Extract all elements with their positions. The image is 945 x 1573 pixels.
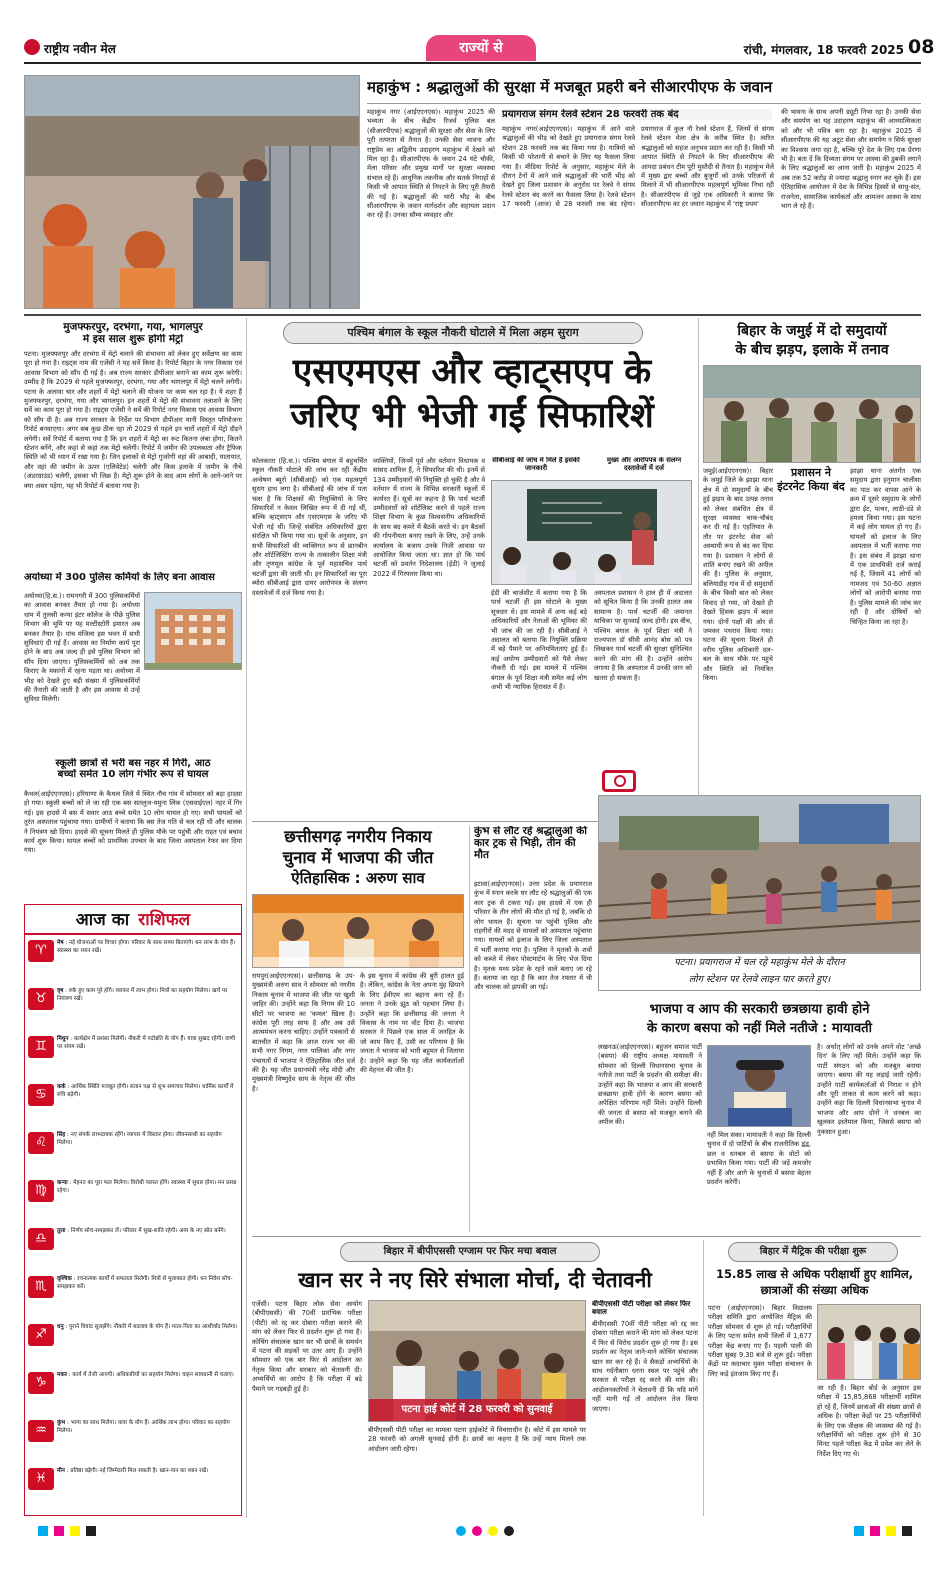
kumbh-crash-headline: कुंभ से लौट रहे श्रद्धालुओं की कार ट्रक से भिड़ी, तीन की मौत	[474, 826, 587, 861]
masthead-rule	[24, 62, 921, 64]
jamui-col2: झाझा थाना अंतर्गत एक समुदाय द्वारा हनुमान चालीसा का पाठ कर वापस आने के क्रम में दूसरे समुदाय के लोगों द्वारा ईंट, पत्थर, लाठी-डंडे से हमला किया गया। इस घटना में कई लोग घायल हो गए हैं। घायलों को इलाज के लिए अस्पताल में भर्ती कराया गया है। इस संबंध में झाझा थाना में एक प्राथमिकी दर्ज कराई गई है, जिसमें 41 लोगों को नामजद एवं 50-60 अज्ञात लोगों को आरोपी बनाया गया है। पुलिस मामले की जांच कर रही है और दोषियों को चिन्हित किया जा रहा है।	[850, 467, 921, 626]
sign-mithun: ♊ मिथुन : कार्यक्षेत्र में प्रशंसा मिलेगी। नौकरी में पदोन्नति के योग हैं। यात्रा सुखद रहेगी। वाणी पर संयम रखें।	[28, 1036, 238, 1082]
khan-sir-photo-caption: पटना हाई कोर्ट में 28 फरवरी को सुनवाई	[369, 1399, 585, 1421]
khan-sir-protest-photo	[368, 1300, 586, 1422]
color-swatch-cyan-right	[854, 1526, 864, 1536]
cg-headline-line2: चुनाव में भाजपा की जीत	[282, 848, 434, 867]
rashifal-title-prefix: आज का	[75, 910, 130, 930]
bsp-col2: है। अर्थात् लोगों को उनके अपने वोट 'अच्छे दिन' के लिए नहीं मिले। उन्होंने कहा कि पार्टी संगठन को और मजबूत बनाया जाएगा। बसपा की यह लड़ाई जारी रहेगी। उन्होंने पार्टी कार्यकर्ताओं से निराश न होने और पूरी ताकत से काम करने को कहा। उन्होंने कहा कि दिल्ली विधानसभा चुनाव में भाजपा और आप दोनों ने धनबल का खुलकर इस्तेमाल किया, जिससे बसपा को नुकसान हुआ।	[817, 1043, 921, 1136]
jamui-col1: जमुई(आईएएनएस)। बिहार के जमुई जिले के झाझा थाना क्षेत्र में दो समुदायों के बीच हुई झड़प के बाद उत्पन्न तनाव को लेकर संबंधित क्षेत्र में सुरक्षा व्यवस्था चाक-चौबंद कर दी गई है। एहतियात के तौर पर इंटरनेट सेवा को अस्थायी रूप से बंद कर दिया गया है। प्रशासन ने लोगों से शांति बनाए रखने की अपील की है। पुलिस के अनुसार, बलियाडीह गांव में दो समुदायों के बीच किसी बात को लेकर विवाद हो गया, जो देखते ही देखते हिंसक झड़प में बदल गया। दोनों पक्षों की ओर से जमकर पथराव किया गया। घटना की सूचना मिलते ही वरीय पुलिस अधिकारी दल-बल के साथ मौके पर पहुंचे और स्थिति को नियंत्रित किया।	[703, 467, 773, 682]
footer-color-bar	[24, 1524, 921, 1538]
cg-col1: रायपुर(आईएएनएस)। छत्तीसगढ़ के उप-मुख्यमंत्री अरुण साव ने सोमवार को नगरीय निकाय चुनाव में भाजपा की जीत पर खुशी जाहिर की। उन्होंने कहा कि निगम की 10 सीटों पर भाजपा का 'कमल' खिला है। कांग्रेस पूरी तरह साफ है और अब उसे आत्ममंथन करना चाहिए। उन्होंने पत्रकारों से बातचीत में कहा कि आज राज्य भर की सभी नगर निगम, नगर पालिका और नगर पंचायतों में भाजपा ने ऐतिहासिक जीत दर्ज की है। यह जीत प्रधानमंत्री नरेंद्र मोदी और मुख्यमंत्री विष्णुदेव साय के नेतृत्व की जीत है।	[252, 972, 355, 1093]
sign-dhanu: ♐ धनु : पुराने विवाद सुलझेंगे। नौकरी में बदलाव के योग हैं। माता-पिता का आशीर्वाद मिलेगा।	[28, 1324, 238, 1370]
bsp-headline-line1: भाजपा व आप की सरकारी छत्रछाया हावी होने	[649, 1002, 870, 1017]
scorpio-icon: ♏	[28, 1276, 54, 1298]
registration-dot-yellow	[488, 1526, 498, 1536]
matric-kicker: बिहार में मैट्रिक की परीक्षा शुरू	[728, 1242, 898, 1262]
paper-name: राष्ट्रीय नवीन मेल	[44, 42, 116, 56]
jamui-police-photo	[703, 365, 921, 463]
khan-sir-col3: बीपीएससी 70वीं पीटी परीक्षा को रद्द कर दोबारा परीक्षा कराने की मांग को लेकर पटना में फिर से विरोध प्रदर्शन शुरू हो गया है। इस प्रदर्शन का नेतृत्व जाने-माने कोचिंग संचालक खान सर कर रहे हैं। वे सैकड़ों अभ्यर्थियों के साथ गर्दनीबाग धरना स्थल पर पहुंचे और सरकार से परीक्षा रद्द करने की मांग की। आंदोलनकारियों ने चेतावनी दी कि यदि मांगें नहीं मानी गईं तो आंदोलन तेज किया जाएगा।	[592, 1320, 698, 1413]
classroom-photo	[491, 480, 692, 585]
registration-dot-cyan	[456, 1526, 466, 1536]
color-swatch-cyan	[38, 1526, 48, 1536]
khan-sir-col1: एजेंसी। पटना बिहार लोक सेवा आयोग (बीपीएससी) की 70वीं प्रारंभिक परीक्षा (पीटी) को रद्द कर दोबारा परीक्षा कराने की मांग को लेकर फिर से प्रदर्शन शुरू हो गया है। कोचिंग संचालक खान सर भी छात्रों के समर्थन में पटना की सड़कों पर उतर आए हैं। उन्होंने सोमवार को एक बार फिर से आंदोलन का नेतृत्व किया और सरकार को चेतावनी दी। अभ्यर्थियों का आरोप है कि परीक्षा में बड़े पैमाने पर गड़बड़ी हुई है।	[252, 1300, 362, 1393]
sign-kark: ♋ कर्क : आर्थिक स्थिति मजबूत होगी। संतान पक्ष से शुभ समाचार मिलेगा। धार्मिक कार्यों में रुचि बढ़ेगी।	[28, 1084, 238, 1130]
color-swatch-black	[86, 1526, 96, 1536]
jamui-headline-line2: के बीच झड़प, इलाके में तनाव	[735, 342, 889, 358]
sign-tula: ♎ तुला : निर्णय सोच-समझकर लें। परिवार में सुख-शांति रहेगी। आय के नए स्रोत बनेंगे।	[28, 1228, 238, 1274]
virgo-icon: ♍	[28, 1180, 54, 1202]
color-swatch-black-right	[902, 1526, 912, 1536]
lead-col3: की भावना के साथ अपनी ड्यूटी निभा रहा है। उनकी सेवा और समर्पण का यह उदाहरण महाकुंभ की आध्यात्मिकता को और भी पवित्र बना रहा है। महाकुंभ 2025 में सीआरपीएफ की यह अटूट सेवा और समर्पण न सिर्फ सुरक्षा का विश्वास जगा रहा है, बल्कि पूरे देश के लिए एक प्रेरणा भी है। बता दें कि दिव्यता संगम पर आस्था की डुबकी लगाने के लिए श्रद्धालुओं का आना जारी है। महाकुंभ 2025 में अब तक 52 करोड़ से ज्यादा श्रद्धालु स्नान कर चुके हैं। इस ऐतिहासिक आयोजन में देश के विभिन्न हिस्सों से साधु-संत, राजनेता, सामाजिक कार्यकर्ता और आमजन आस्था के साथ भाग ले रहे हैं।	[781, 108, 921, 211]
lead-col1: महाकुंभ नगर (आईएएनएस)। महाकुंभ 2025 की भव्यता के बीच केंद्रीय रिजर्व पुलिस बल (सीआरपीएफ) श्रद्धालुओं की सुरक्षा और सेवा के लिए पूरी तत्परता से तैनात है। उनकी सेवा भावना और राष्ट्रप्रेम का अद्वितीय उदाहरण महाकुंभ में देखने को मिल रहा है। सीआरपीएफ के जवान 24 घंटे चौकी, मेला परिसर और प्रमुख मार्गों पर सुरक्षा व्यवस्था संभाल रहे हैं। आधुनिक तकनीक और सतर्क निगाहों से किसी भी आपात स्थिति से निपटने के लिए पूरी तैयारी की गई है। श्रद्धालुओं की भारी भीड़ के बीच सीआरपीएफ के जवान मार्गदर्शन और सहायता प्रदान कर रहे हैं। उनका सौम्य व्यवहार और	[367, 108, 495, 220]
left-column-divider	[246, 318, 247, 1518]
sign-vrish: ♉ वृष : रुके हुए काम पूरे होंगे। व्यापार में लाभ होगा। मित्रों का सहयोग मिलेगा। खर्च पर नियंत्रण रखें।	[28, 988, 238, 1034]
bengal-col4: अस्पताल प्रशासन ने हाल ही में अदालत को सूचित किया है कि उनकी हालत अब सामान्य है। पार्थ चटर्जी की जमानत याचिका पर सुनवाई जल्द होगी। इस बीच, पश्चिम बंगाल के पूर्व शिक्षा मंत्री ने राज्यपाल डॉ सीवी आनंद बोस को पत्र लिखकर पार्थ चटर्जी की सुरक्षा सुनिश्चित करने की मांग की है। उन्होंने आरोप लगाया है कि अस्पताल में उनकी जान को खतरा हो सकता है।	[594, 589, 692, 682]
page-number: 08	[908, 36, 935, 58]
capricorn-icon: ♑	[28, 1372, 54, 1394]
rashifal-title	[25, 905, 241, 935]
bengal-col3: ईडी की चार्जशीट में बताया गया है कि पार्थ चटर्जी ही इस घोटाले के मुख्य सूत्रधार थे। इस मामले में अन्य कई बड़े अधिकारियों और नेताओं की भूमिका की भी जांच की जा रही है। सीबीआई ने अदालत को बताया कि नियुक्ति प्रक्रिया में बड़े पैमाने पर अनियमितताएं हुई हैं। कई अयोग्य उम्मीदवारों को पैसे लेकर नौकरी दी गई। इस मामले में पश्चिम बंगाल के पूर्व शिक्षा मंत्री समेत कई लोग अभी भी न्यायिक हिरासत में हैं।	[491, 589, 587, 692]
lead-rule	[367, 103, 921, 104]
matric-headline: 15.85 लाख से अधिक परीक्षार्थी हुए शामिल, छात्राओं की संख्या अधिक	[715, 1267, 914, 1297]
ayodhya-headline: अयोध्या में 300 पुलिस कर्मियों के लिए बना आवास	[24, 572, 215, 583]
aquarius-icon: ♒	[28, 1420, 54, 1442]
jamui-headline	[703, 322, 921, 360]
school-accident-headline	[24, 758, 242, 780]
sign-meen: ♓ मीन : प्रतिष्ठा बढ़ेगी। नई जिम्मेदारी मिल सकती है। खान-पान का ध्यान रखें।	[28, 1468, 238, 1514]
metro-body: पटना। मुजफ्फरपुर और दरभंगा में मेट्रो चलाने की संभावना को लेकर हुए सर्वेक्षण का काम पूरा हो गया है। राइट्स नाम की एजेंसी ने यह सर्वे किया है। रिपोर्ट बिहार के नगर विकास एवं आवास विभाग को सौंप दी गई है। अब राज्य सरकार डीपीआर बनाने का काम शुरू करेगी। उम्मीद है कि 2029 से पहले मुजफ्फरपुर, दरभंगा, गया और भागलपुर में मेट्रो चलने लगेगी। पटना के अलावा चार और शहरों में मेट्रो चलाने की योजना पर काम चल रहा है। ये शहर हैं मुजफ्फरपुर, दरभंगा, गया और भागलपुर। इन शहरों में मेट्रो की संभावना तलाशने के लिए सर्वे का काम पूरा हो गया है। राइट्स एजेंसी ने सर्वे की रिपोर्ट नगर विकास एवं आवास विभाग को सौंप दी है। अब राज्य सरकार के निर्देश पर विभाग डीपीआर यानी विस्तृत परियोजना रिपोर्ट बनवाएगा। अगर सब कुछ ठीक रहा तो 2029 से पहले इन चारों शहरों में मेट्रो दौड़ने लगेगी। सर्वे रिपोर्ट में बताया गया है कि इन शहरों में मेट्रो का रूट कितना लंबा होगा, कितने स्टेशन बनेंगे, और कहां से कहां तक मेट्रो चलेगी। रिपोर्ट में जमीन की उपलब्धता और ट्रैफिक स्थिति को भी ध्यान में रखा गया है। जिन इलाकों से मेट्रो गुजरेगी वहां की आबादी, यातायात, और वहां की जमीन के ऊपर (एलिवेटेड) चलेगी और किस इलाके में जमीन के नीचे (अंडरग्राउंड) चलेगी, इसका भी जिक्र है। मेट्रो शुरू होने के बाद आम लोगों के आने-जाने पर क्या असर पड़ेगा, यह भी रिपोर्ट में बताया गया है।	[24, 350, 242, 490]
police-quarters-photo	[144, 592, 242, 670]
cg-divider	[469, 826, 470, 1232]
bsp-headline-line2: के कारण बसपा को नहीं मिले नतीजे : मायावती	[647, 1021, 872, 1036]
bengal-headline	[252, 350, 692, 438]
sign-singh: ♌ सिंह : नए संपर्क लाभदायक रहेंगे। व्यापार में विस्तार होगा। जीवनसाथी का सहयोग मिलेगा।	[28, 1132, 238, 1178]
railway-crossing-photo	[598, 795, 921, 953]
kumbh-crash-body: इटावा(आईएएनएस)। उत्तर प्रदेश के प्रयागराज कुंभ में स्नान करके घर लौट रहे श्रद्धालुओं की एक कार ट्रक से टकरा गई। इस हादसे में एक ही परिवार के तीन लोगों की मौत हो गई है, जबकि दो लोग घायल हैं। सूचना पर पहुंची पुलिस और राहगीरों की मदद से घायलों को अस्पताल पहुंचाया गया। घायलों को इलाज के लिए जिला अस्पताल में भर्ती कराया गया है। पुलिस ने मृतकों के शवों को कब्जे में लेकर पोस्टमार्टम के लिए भेज दिया है। मृतक मध्य प्रदेश के रहने वाले बताए जा रहे हैं। बताया जा रहा है कि कार तेज रफ्तार में थी और चालक को झपकी आ गई।	[474, 880, 592, 992]
railway-photo-caption	[598, 953, 921, 991]
sign-makar: ♑ मकर : कार्य में तेजी आएगी। अधिकारियों का सहयोग मिलेगा। वाहन सावधानी से चलाएं।	[28, 1372, 238, 1418]
railway-photo-caption-line1: पटना। प्रयागराज में चल रहे महाकुंभ मेले के दौरान	[674, 957, 845, 968]
bengal-kicker: पश्चिम बंगाल के स्कूल नौकरी घोटाले में मिला अहम सुराग	[283, 322, 643, 344]
sagittarius-icon: ♐	[28, 1324, 54, 1346]
rashifal-list	[28, 940, 238, 1516]
sign-mesh: ♈ मेष : नई योजनाओं पर विचार होगा। परिवार के साथ समय बिताएंगे। धन लाभ के योग हैं। स्वास्थ्य का ध्यान रखें।	[28, 940, 238, 986]
taurus-icon: ♉	[28, 988, 54, 1010]
bengal-caption-1: सीबीआई की जांच में मिले हैं इसकी जानकारी	[492, 457, 580, 472]
top-band-rule	[24, 314, 921, 316]
school-accident-headline-line2: बच्चों समेत 10 लोग गंभीर रूप से घायल	[57, 769, 209, 781]
leo-icon: ♌	[28, 1132, 54, 1154]
mayawati-photo	[707, 1045, 811, 1127]
bengal-top-divider	[698, 318, 699, 818]
sign-kumbh: ♒ कुंभ : भाग्य का साथ मिलेगा। यात्रा के योग हैं। आर्थिक लाभ होगा। परिवार का सहयोग मिलेगा।	[28, 1420, 238, 1466]
khan-sir-photo-text: बीपीएससी पीटी परीक्षा का मामला पटना हाईकोर्ट में विचाराधीन है। कोर्ट में इस मामले पर 28 फरवरी को अगली सुनवाई होनी है। छात्रों का कहना है कि उन्हें न्याय मिलने तक आंदोलन जारी रहेगा।	[368, 1426, 586, 1453]
bengal-col1: कोलकाता (हि.स.)। पश्चिम बंगाल में बहुचर्चित स्कूल नौकरी घोटाले की जांच कर रही केंद्रीय अन्वेषण ब्यूरो (सीबीआई) को एक महत्वपूर्ण सुराग हाथ लगा है। सीबीआई की जांच में पता चला है कि शिक्षकों की नियुक्तियों के लिए सिफारिशें न केवल लिखित रूप में दी गई थीं, बल्कि व्हाट्सएप और एसएमएस के जरिए भी भेजी गई थीं। जिन्हें संबंधित अधिकारियों द्वारा संरक्षित भी किया गया था। सूत्रों के अनुसार, इन सभी सिफारिशों की व्यक्तिगत रूप से छानबीन और शॉर्टलिस्टिंग राज्य के तत्कालीन शिक्षा मंत्री और तृणमूल कांग्रेस के पूर्व महासचिव पार्थ चटर्जी द्वारा की जाती थी। इन सिफारिशों का पूरा ब्योरा सीबीआई द्वारा दायर आरोपपत्र के संलग्न दस्तावेजों में दर्ज किया गया है।	[252, 457, 367, 597]
cg-headline-line3: ऐतिहासिक : अरुण साव	[291, 869, 425, 887]
section-label: राज्यों से	[426, 35, 536, 61]
school-accident-body: कैथल(आईएएनएस)। हरियाणा के कैथल जिले में स्थित नौच गांव में सोमवार को बड़ा हादसा हो गया। स्कूली बच्चों को ले जा रही एक बस सतलुज-यमुना लिंक (एसवाईएल) नहर में गिर गई। इस हादसे में बस में सवार आठ बच्चे समेत 10 लोग घायल हो गए। सभी घायलों को तुरंत अस्पताल पहुंचाया गया। ग्रामीणों ने बताया कि बस तेज गति से चल रही थी और चालक ने नियंत्रण खो दिया। हादसे की सूचना मिलते ही पुलिस मौके पर पहुंची और राहत एवं बचाव कार्य शुरू किया। घायल बच्चों को प्राथमिक उपचार के बाद जिला अस्पताल रेफर कर दिया गया।	[24, 790, 242, 855]
bengal-headline-line2: जरिए भी भेजी गईं सिफारिशें	[290, 396, 654, 436]
color-swatch-magenta	[54, 1526, 64, 1536]
camera-icon	[602, 770, 636, 792]
bengal-headline-line1: एसएमएस और व्हाट्सएप के	[292, 352, 652, 392]
color-swatch-yellow-right	[886, 1526, 896, 1536]
jamui-headline-line1: बिहार के जमुई में दो समुदायों	[737, 323, 887, 339]
metro-headline	[24, 322, 242, 346]
bsp-col1: लखनऊ(आईएएनएस)। बहुजन समाज पार्टी (बसपा) की राष्ट्रीय अध्यक्ष मायावती ने सोमवार को दिल्ली विधानसभा चुनाव के नतीजे तथा पार्टी के प्रदर्शन की समीक्षा की। उन्होंने कहा कि भाजपा व आप की सरकारी छत्रछाया हावी होने के कारण बसपा को अपेक्षित परिणाम नहीं मिले। उन्होंने दिल्ली की जनता से बसपा को मजबूत बनाने की अपील की।	[598, 1043, 702, 1127]
bengal-col2: व्यक्तियों, जिनमें पूर्व और वर्तमान विधायक व सांसद शामिल हैं, ने सिफारिश की थी। इनमें से 134 उम्मीदवारों की नियुक्ति हो चुकी है और वे वर्तमान में राज्य के विभिन्न सरकारी स्कूलों में कार्यरत हैं। सूत्रों का कहना है कि पार्थ चटर्जी उम्मीदवारों को शॉर्टलिस्ट करने से पहले राज्य शिक्षा विभाग के कुछ विश्वसनीय अधिकारियों के साथ बंद कमरे में बैठकें करते थे। इन बैठकों की गोपनीयता बनाए रखने के लिए, उन्हें उनके कार्यालय के बजाय उनके निजी आवास पर आयोजित किया जाता था। ज्ञात हो कि पार्थ चटर्जी को प्रवर्तन निदेशालय (ईडी) ने जुलाई 2022 में गिरफ्तार किया था।	[373, 457, 485, 578]
school-accident-headline-line1: स्कूली छात्रों से भरी बस नहर में गिरी, आठ	[55, 758, 211, 769]
lead-col2: महाकुंभ नगर(आईएएनएस)। महाकुंभ में आने वाले श्रद्धालुओं की भीड़ को देखते हुए प्रयागराज संगम रेलवे स्टेशन 28 फरवरी तक बंद किया गया है। यात्रियों को किसी भी परेशानी से बचाने के लिए यह फैसला लिया गया है। मीडिया रिपोर्ट के अनुसार, महाकुंभ मेले के दौरान टेनों में आने वाले श्रद्धालुओं की भारी भीड़ को देखते हुए जिला प्रशासन के अनुरोध पर रेलवे ने संगम रेलवे स्टेशन बंद करने का फैसला लिया है। रेलवे स्टेशन 17 फरवरी (आज) से 28 फरवरी तक बंद रहेगा। प्रयागराज में कुल नौ रेलवे स्टेशन हैं, जिनमें से संगम रेलवे स्टेशन मेला क्षेत्र के करीब स्थित है। त्वरित श्रद्धालुओं को सहज अनुभव प्रदान कर रही है। किसी भी आपात स्थिति से निपटने के लिए सीआरपीएफ की आपदा प्रबंधन टीम पूरी मुस्तैदी से तैनात है। महाकुंभ मेले में मुख्य द्वार बच्चों और बुजुर्गों को उनके परिजनों से मिलाने में भी सीआरपीएफ महत्वपूर्ण भूमिका निभा रही है। सीआरपीएफ से जुड़े एक अधिकारी ने बताया कि सीआरपीएफ का हर जवान महाकुंभ में 'राष्ट्र प्रथम'	[502, 125, 774, 209]
bsp-headline	[598, 1000, 921, 1038]
sign-kanya: ♍ कन्या : मेहनत का पूरा फल मिलेगा। विरोधी परास्त होंगे। स्वास्थ्य में सुधार होगा। मन प्रसन्न रहेगा।	[28, 1180, 238, 1226]
matric-students-photo	[817, 1304, 921, 1380]
khan-sir-kicker: बिहार में बीपीएससी एग्जाम पर फिर मचा बवाल	[340, 1242, 600, 1262]
bsp-col3: नहीं मिल सका। मायावती ने कहा कि दिल्ली चुनाव में दो पार्टियों के बीच राजनीतिक द्वंद्व, छल व धनबल से बसपा के वोटों को प्रभावित किया गया। पार्टी की जड़ें कमजोर नहीं हैं और आगे के चुनावों में बसपा बेहतर प्रदर्शन करेगी।	[707, 1131, 811, 1187]
jamui-col1b	[777, 520, 845, 778]
registration-dot-black	[504, 1526, 514, 1536]
registration-dot-magenta	[472, 1526, 482, 1536]
bengal-caption-2: मुख्य और आरोपपत्र के संलग्न दस्तावेजों में दर्ज	[606, 457, 682, 472]
lead-headline: महाकुंभ : श्रद्धालुओं की सुरक्षा में मजबूत प्रहरी बने सीआरपीएफ के जवान	[367, 79, 773, 96]
rashifal-title-main: राशिफल	[138, 910, 191, 930]
metro-headline-line2: में इस साल शुरू होगी मेट्रो	[82, 333, 184, 345]
cg-headline	[252, 826, 464, 889]
crpf-crowd-photo	[24, 75, 360, 309]
sign-vrishchik: ♏ वृश्चिक : रचनात्मक कार्यों में सफलता मिलेगी। मित्रों से मुलाकात होगी। धन निवेश सोच-समझकर करें।	[28, 1276, 238, 1322]
aries-icon: ♈	[28, 940, 54, 962]
cg-col2: के इस चुनाव में कांग्रेस की बुरी हालत हुई है। लेकिन, कांग्रेस के नेता अपना मुंह छिपाने के लिए ईवीएम का बहाना बना रहे हैं। जनता ने उनके झूठ को पहचान लिया है। उन्होंने कहा कि छत्तीसगढ़ की जनता ने विकास के नाम पर वोट दिया है। भाजपा सरकार ने पिछले एक साल में जनहित के जो काम किए हैं, उसी का परिणाम है कि जनता ने भाजपा को भारी बहुमत से जिताया है। उन्होंने कहा कि यह जीत कार्यकर्ताओं की मेहनत की जीत है।	[360, 972, 464, 1075]
cg-headline-line1: छत्तीसगढ़ नगरीय निकाय	[284, 827, 432, 846]
color-swatch-yellow	[70, 1526, 80, 1536]
khan-sir-divider	[703, 1240, 704, 1516]
rashifal-box	[24, 904, 242, 1516]
matric-col2: जा रही है। बिहार बोर्ड के अनुसार इस परीक्षा में 15,85,868 परीक्षार्थी शामिल हो रहे हैं, जिनमें छात्राओं की संख्या छात्रों से अधिक है। परीक्षा केंद्रों पर 25 परीक्षार्थियों के लिए एक वीक्षक की व्यवस्था की गई है। परीक्षार्थियों को परीक्षा शुरू होने से 30 मिनट पहले परीक्षा केंद्र में प्रवेश कर लेने के निर्देश दिए गए थे।	[817, 1384, 921, 1458]
dateline: रांची, मंगलवार, 18 फरवरी 2025	[743, 43, 904, 57]
paper-logo-icon	[24, 39, 40, 55]
metro-headline-line1: मुजफ्फरपुर, दरभंगा, गया, भागलपुर	[63, 322, 203, 333]
ayodhya-body: अयोध्या(हि.स.)। रामनगरी में 300 पुलिसकर्मियों का आवास बनकर तैयार हो गया है। अयोध्या धाम में तुलसी कन्या इंटर कॉलेज के पीछे पुलिस विभाग की भूमि पर यह मल्टीस्टोरी इमारत अब बनकर तैयार है। पांच मंजिला इस भवन में सभी सुविधाएं दी गई हैं। आवास का निर्माण कार्य पूरा होने के बाद अब जल्द ही इसे पुलिस विभाग को सौंप दिया जाएगा। पुलिसकर्मियों को अब तक किराए के मकानों में रहना पड़ता था। अयोध्या में भीड़ को देखते हुए बड़ी संख्या में पुलिसकर्मियों की तैनाती की जाती है और इस आवास से उन्हें सुविधा मिलेगी।	[24, 592, 140, 704]
cancer-icon: ♋	[28, 1084, 54, 1106]
jamui-kicker: प्रशासन ने इंटरनेट किया बंद	[777, 466, 845, 493]
gemini-icon: ♊	[28, 1036, 54, 1058]
masthead	[24, 33, 935, 71]
pisces-icon: ♓	[28, 1468, 54, 1490]
railway-photo-caption-line2: लोग स्टेशन पर रेलवे लाइन पार करते हुए।	[688, 974, 831, 985]
color-swatch-magenta-right	[870, 1526, 880, 1536]
lead-kicker: प्रयागराज संगम रेलवे स्टेशन 28 फरवरी तक बंद	[502, 109, 772, 120]
matric-col1: पटना (आईएएनएस)। बिहार विद्यालय परीक्षा समिति द्वारा आयोजित मैट्रिक की परीक्षा सोमवार से शुरू हो गई। परीक्षार्थियों के लिए पटना समेत सभी जिलों में 1,677 परीक्षा केंद्र बनाए गए हैं। पहली पाली की परीक्षा सुबह 9.30 बजे से शुरू हुई। परीक्षा केंद्रों पर कदाचार मुक्त परीक्षा संचालन के लिए कड़े इंतजाम किए गए हैं।	[708, 1304, 812, 1378]
libra-icon: ♎	[28, 1228, 54, 1250]
mid-band-rule	[252, 1236, 921, 1237]
bjp-leaders-photo	[252, 894, 464, 968]
khan-sir-side-heading: बीपीएससी पीटी परीक्षा को लेकर फिर बवाल	[592, 1300, 691, 1317]
khan-sir-headline: खान सर ने नए सिरे संभाला मोर्चा, दी चेतावनी	[298, 1268, 652, 1292]
